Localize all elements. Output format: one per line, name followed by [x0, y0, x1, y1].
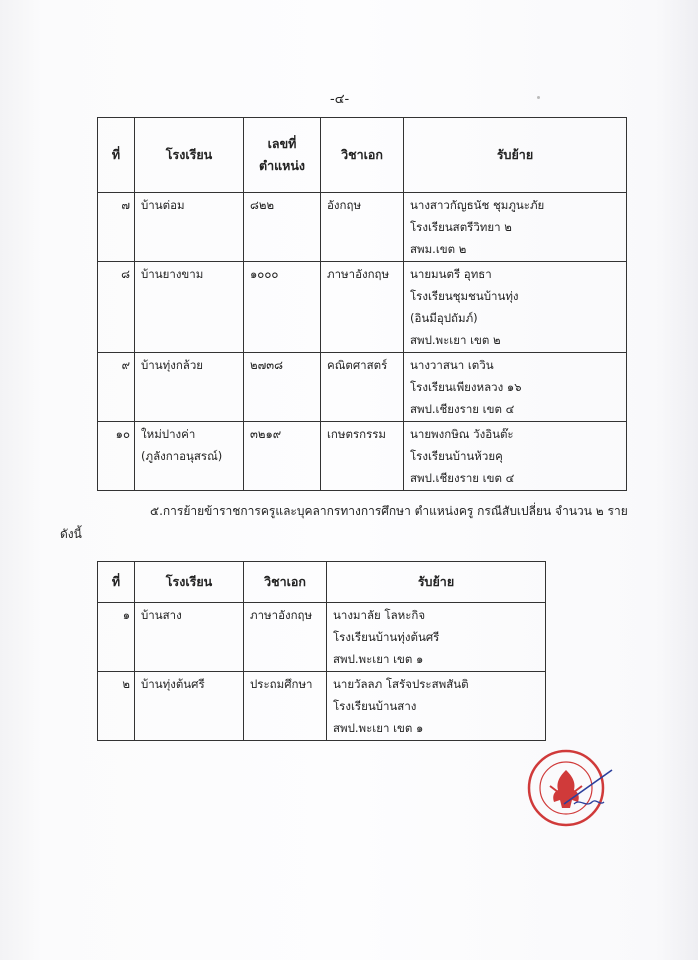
row-school: บ้านทุ่งต้นศรี — [135, 672, 244, 741]
header-transfer: รับย้าย — [327, 562, 546, 603]
row-school — [135, 262, 244, 353]
row-number: ๙ — [98, 353, 135, 422]
header-school: โรงเรียน — [135, 562, 244, 603]
table-header-row — [98, 562, 546, 603]
row-school — [135, 353, 244, 422]
row-school-line: บ้านต่อม — [141, 198, 185, 212]
row-transfer-line: โรงเรียนบ้านสาง — [333, 699, 417, 713]
table-row — [98, 262, 627, 353]
row-transfer-line: นางวาสนา เตวิน — [410, 358, 494, 372]
header-position-no — [244, 118, 321, 193]
row-transfer-line: สพป.เชียงราย เขต ๔ — [410, 471, 515, 485]
table-row — [98, 353, 627, 422]
row-transfer-line: สพป.พะเยา เขต ๑ — [333, 721, 424, 735]
header-transfer: รับย้าย — [404, 118, 627, 193]
row-transfer-line: โรงเรียนบ้านห้วยคุ — [410, 449, 503, 463]
row-position-no: ๑๐๐๐ — [244, 262, 321, 353]
seal-graphic — [524, 746, 614, 836]
table-row — [98, 422, 627, 491]
header-school: โรงเรียน — [135, 118, 244, 193]
row-school-line: (ภูลังกาอนุสรณ์) — [141, 449, 223, 463]
row-transfer-line: สพป.พะเยา เขต ๑ — [333, 652, 424, 666]
row-transfer-line: นางสาวกัญธนัช ชุมภูนะภัย — [410, 198, 545, 212]
scan-speck — [537, 96, 540, 99]
page-number: -๔- — [330, 92, 350, 107]
row-transfer-line: สพป.เชียงราย เขต ๔ — [410, 402, 515, 416]
transfer-table-2 — [97, 561, 546, 741]
row-transfer-line: นายพงกษิณ วังอินต๊ะ — [410, 427, 514, 441]
row-position-no: ๓๒๑๙ — [244, 422, 321, 491]
header-major: วิชาเอก — [244, 562, 327, 603]
transfer-table-1 — [97, 117, 627, 491]
row-transfer-line: สพป.พะเยา เขต ๒ — [410, 333, 501, 347]
row-major: อังกฤษ — [321, 193, 404, 262]
row-school — [135, 193, 244, 262]
header-position-no-line: ตำแหน่ง — [258, 158, 306, 173]
row-transfer — [327, 672, 546, 741]
row-transfer-line: นายมนตรี อุทธา — [410, 267, 492, 281]
row-transfer-line: นายวัลลภ โสรัจประสพสันติ — [333, 677, 469, 691]
row-position-no: ๘๒๒ — [244, 193, 321, 262]
table-row — [98, 603, 546, 672]
row-number: ๒ — [98, 672, 135, 741]
row-major: ภาษาอังกฤษ — [244, 603, 327, 672]
table-row — [98, 672, 546, 741]
official-seal — [524, 746, 614, 836]
header-no: ที่ — [98, 118, 135, 193]
transfer-paragraph-continuation: ดังนี้ — [60, 527, 82, 541]
row-major: เกษตรกรรม — [321, 422, 404, 491]
row-school: บ้านสาง — [135, 603, 244, 672]
row-major: ประถมศึกษา — [244, 672, 327, 741]
row-school — [135, 422, 244, 491]
row-school-line: ใหม่ปางค่า — [141, 427, 196, 441]
row-transfer-line: นางมาลัย โลหะกิจ — [333, 608, 426, 622]
row-transfer-line: โรงเรียนสตรีวิทยา ๒ — [410, 220, 512, 234]
row-transfer — [404, 422, 627, 491]
transfer-paragraph: ๕.การย้ายข้าราชการครูและบุคลากรทางการศึกษา ตำแหน่งครู กรณีสับเปลี่ยน จำนวน ๒ ราย — [150, 504, 628, 518]
table-row — [98, 193, 627, 262]
row-transfer — [404, 262, 627, 353]
row-transfer-line: (อินมีอุปถัมภ์) — [410, 311, 478, 325]
table-header-row — [98, 118, 627, 193]
row-number: ๘ — [98, 262, 135, 353]
header-no: ที่ — [98, 562, 135, 603]
row-transfer — [404, 193, 627, 262]
row-number: ๑ — [98, 603, 135, 672]
row-number: ๗ — [98, 193, 135, 262]
row-number: ๑๐ — [98, 422, 135, 491]
row-transfer-line: โรงเรียนชุมชนบ้านทุ่ง — [410, 289, 519, 303]
header-position-no-line: เลขที่ — [267, 136, 297, 151]
row-transfer-line: โรงเรียนบ้านทุ่งต้นศรี — [333, 630, 440, 644]
row-transfer — [404, 353, 627, 422]
row-major: คณิตศาสตร์ — [321, 353, 404, 422]
row-transfer-line: โรงเรียนเพียงหลวง ๑๖ — [410, 380, 522, 394]
row-position-no: ๒๗๓๘ — [244, 353, 321, 422]
row-major: ภาษาอังกฤษ — [321, 262, 404, 353]
row-school-line: บ้านยางขาม — [141, 267, 204, 281]
header-major: วิชาเอก — [321, 118, 404, 193]
row-school-line: บ้านทุ่งกล้วย — [141, 358, 204, 372]
row-transfer — [327, 603, 546, 672]
row-transfer-line: สพม.เขต ๒ — [410, 242, 467, 256]
